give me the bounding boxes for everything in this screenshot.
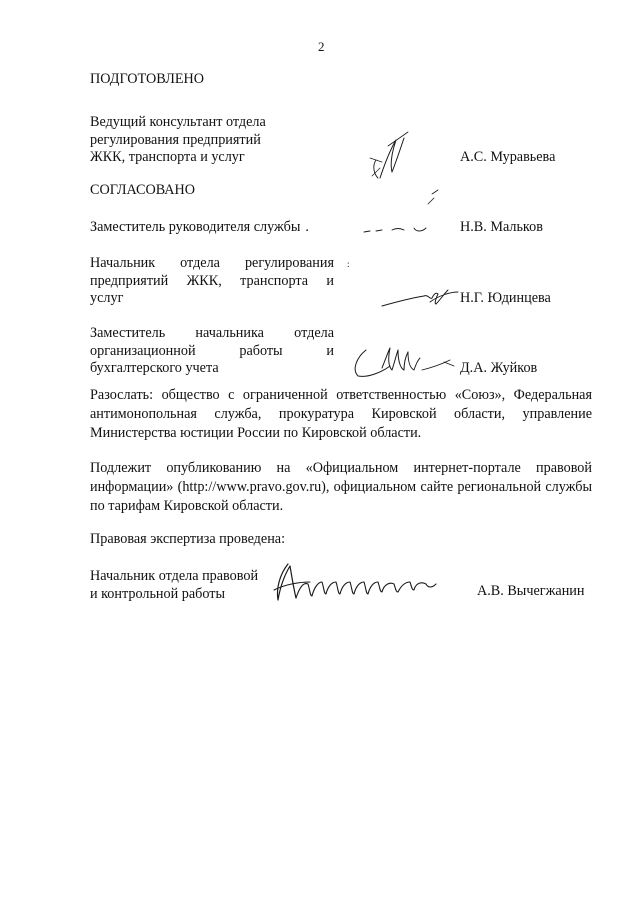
prepared-heading: ПОДГОТОВЛЕНО xyxy=(90,71,204,87)
agreed-role-line: предприятий ЖКК, транспорта и xyxy=(90,272,334,289)
signature-yudintseva xyxy=(378,284,460,312)
prepared-role-line: Ведущий консультант отдела xyxy=(90,114,266,130)
agreed-role-line: бухгалтерского учета xyxy=(90,360,219,376)
dot-mark: : xyxy=(347,259,350,269)
prepared-role-line: ЖКК, транспорта и услуг xyxy=(90,149,245,165)
agreed-role xyxy=(90,325,334,378)
agreed-name: Н.В. Мальков xyxy=(460,219,543,235)
agreed-role-line: Заместитель руководителя службы xyxy=(90,219,301,235)
agreed-role-line: Начальник отдела регулирования xyxy=(90,255,334,271)
prepared-role-line: регулирования предприятий xyxy=(90,131,261,148)
legal-review-role-line: и контрольной работы xyxy=(90,585,225,602)
prepared-role xyxy=(90,114,330,167)
signature-malkov xyxy=(358,188,448,238)
dot-mark: . xyxy=(305,219,309,235)
signature-vychegzhanin xyxy=(266,554,446,608)
agreed-role-line: организационной работы и xyxy=(90,342,334,359)
agreed-role-line: Заместитель начальника отдела xyxy=(90,325,334,341)
signature-zhuykov xyxy=(348,342,460,382)
signature-muravyeva xyxy=(362,128,442,188)
page-number: 2 xyxy=(318,39,325,54)
agreed-role xyxy=(90,219,309,236)
legal-review-statement: Правовая экспертиза проведена: xyxy=(90,531,286,547)
prepared-name: А.С. Муравьева xyxy=(460,149,556,165)
agreed-role xyxy=(90,255,334,308)
distribution-text: Разослать: общество с ограниченной ответственностью «Союз», Федеральная антимонопольная служба, прокуратура Кировской области, управление Министерства юстиции России по Кировской области. xyxy=(90,387,592,441)
agreed-heading: СОГЛАСОВАНО xyxy=(90,182,196,198)
agreed-name: Н.Г. Юдинцева xyxy=(460,290,551,306)
agreed-role-line: услуг xyxy=(90,290,124,306)
legal-review-name: А.В. Вычегжанин xyxy=(477,583,585,599)
agreed-name: Д.А. Жуйков xyxy=(460,360,538,376)
publication-text: Подлежит опубликованию на «Официальном интернет-портале правовой информации» (http://www.pravo.gov.ru), официальном сайте региональной службы по тарифам Кировской области. xyxy=(90,460,592,514)
legal-review-role-line: Начальник отдела правовой xyxy=(90,568,259,584)
legal-review-role xyxy=(90,568,290,603)
